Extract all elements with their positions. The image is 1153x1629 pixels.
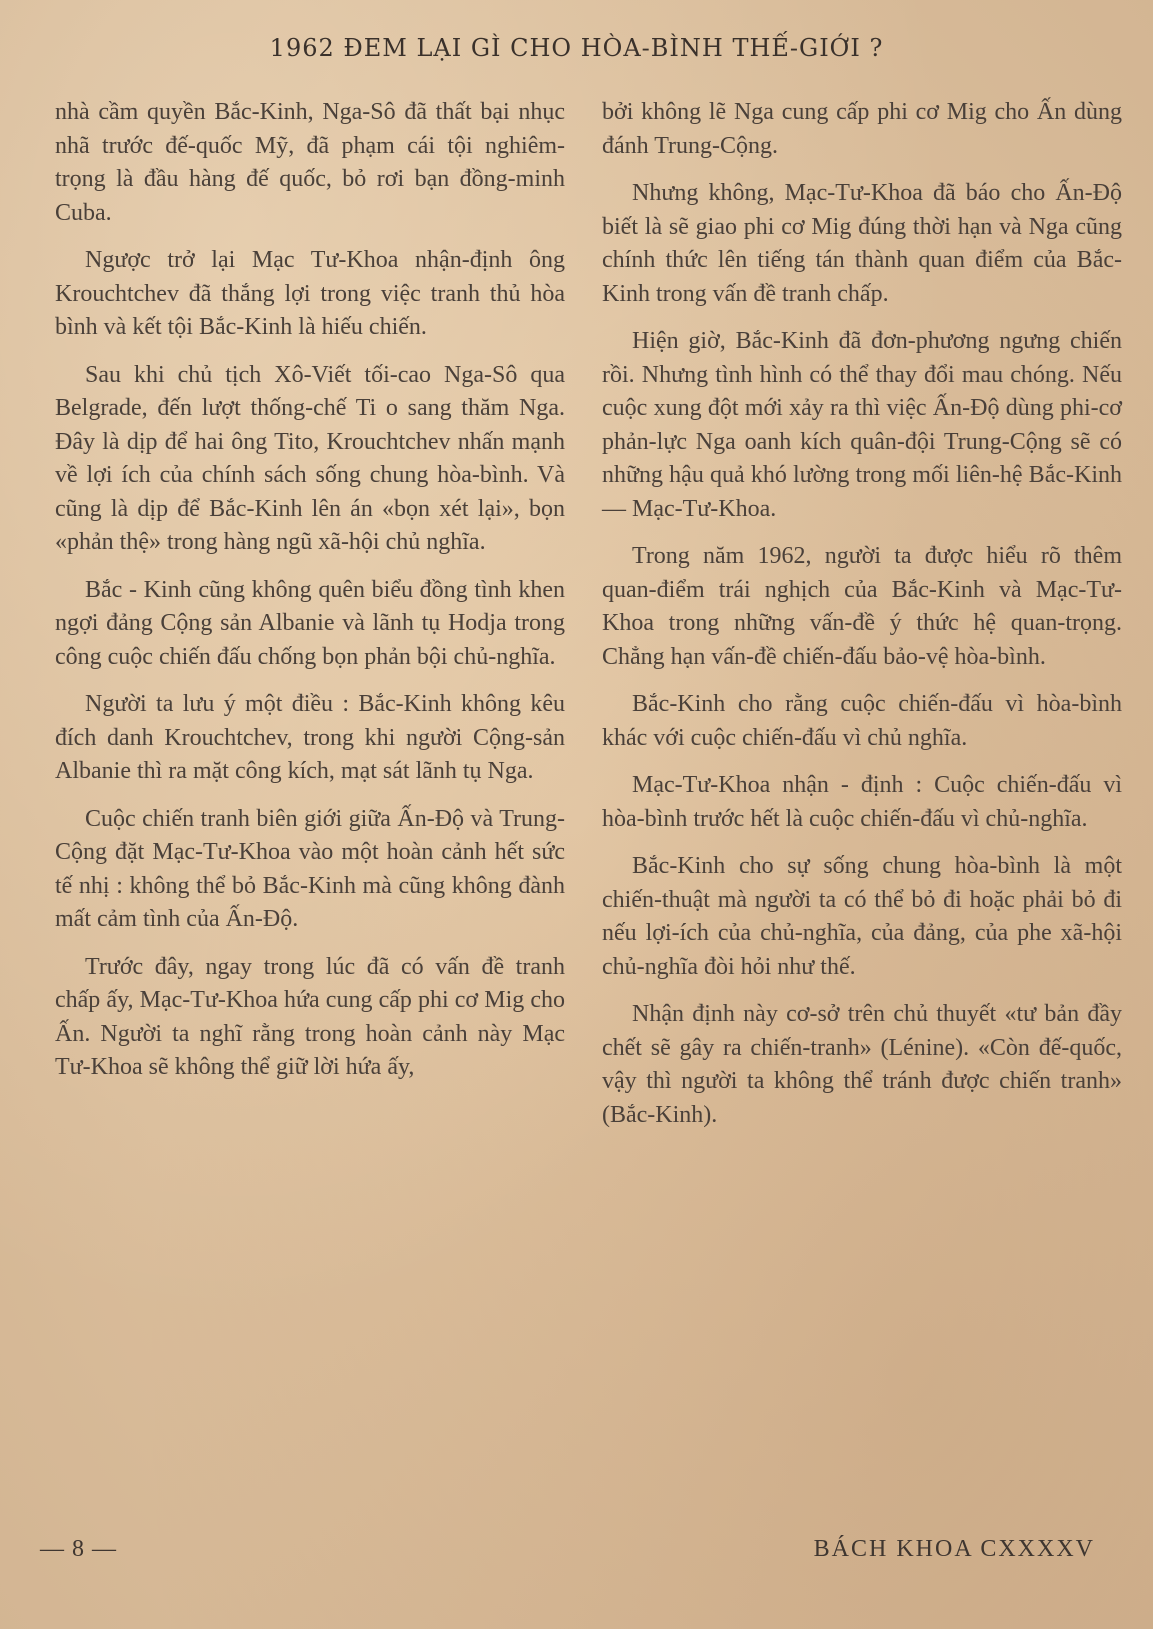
paragraph: Người ta lưu ý một điều : Bắc-Kinh không kêu đích danh Krouchtchev, trong khi người Cộng-sản Albanie thì ra mặt công kích, mạt sát lãnh tụ Nga. [55,691,565,784]
paragraph: Cuộc chiến tranh biên giới giữa Ấn-Độ và Trung-Cộng đặt Mạc-Tư-Khoa vào một hoàn cảnh hết sức tế nhị : không thể bỏ Bắc-Kinh mà cũng không đành mất cảm tình của Ấn-Độ. [55,805,565,932]
paragraph: bởi không lẽ Nga cung cấp phi cơ Mig cho Ấn dùng đánh Trung-Cộng. [602,99,1122,159]
journal-name: BÁCH KHOA CXXXXV [813,1536,1095,1562]
paragraph: Mạc-Tư-Khoa nhận - định : Cuộc chiến-đấu vì hòa-bình trước hết là cuộc chiến-đấu vì chủ-nghĩa. [602,772,1122,832]
paragraph: Hiện giờ, Bắc-Kinh đã đơn-phương ngưng chiến rồi. Nhưng tình hình có thể thay đổi mau chóng. Nếu cuộc xung đột mới xảy ra thì việc Ấn-Độ dùng phi-cơ phản-lực Nga oanh kích quân-đội Trung-Cộng sẽ có những hậu quả khó lường trong mối liên-hệ Bắc-Kinh — Mạc-Tư-Khoa. [602,328,1122,522]
paragraph: Sau khi chủ tịch Xô-Viết tối-cao Nga-Sô qua Belgrade, đến lượt thống-chế Ti o sang thăm Nga. Đây là dịp để hai ông Tito, Krouchtchev nhấn mạnh về lợi ích của chính sách sống chung hòa-bình. Và cũng là dịp để Bắc-Kinh lên án «bọn xét lại», bọn «phản thệ» trong hàng ngũ xã-hội chủ nghĩa. [55,361,565,555]
paragraph: Nhưng không, Mạc-Tư-Khoa đã báo cho Ấn-Độ biết là sẽ giao phi cơ Mig đúng thời hạn và Nga cũng chính thức lên tiếng tán thành quan điểm của Bắc-Kinh trong vấn đề tranh chấp. [602,180,1122,307]
paragraph: Bắc-Kinh cho sự sống chung hòa-bình là một chiến-thuật mà người ta có thể bỏ đi hoặc phải bỏ đi nếu lợi-ích của chủ-nghĩa, của đảng, của phe xã-hội chủ-nghĩa đòi hỏi như thế. [602,853,1122,980]
running-title: 1962 ĐEM LẠI GÌ CHO HÒA-BÌNH THẾ-GIỚI ? [269,34,884,62]
left-column [55,96,565,1099]
paragraph: Bắc-Kinh cho rằng cuộc chiến-đấu vì hòa-bình khác với cuộc chiến-đấu vì chủ nghĩa. [602,691,1122,751]
paragraph: Trước đây, ngay trong lúc đã có vấn đề tranh chấp ấy, Mạc-Tư-Khoa hứa cung cấp phi cơ Mig cho Ấn. Người ta nghĩ rằng trong hoàn cảnh này Mạc Tư-Khoa sẽ không thể giữ lời hứa ấy, [55,953,565,1080]
paragraph: Nhận định này cơ-sở trên chủ thuyết «tư bản đầy chết sẽ gây ra chiến-tranh» (Lénine). «Còn đế-quốc, vậy thì người ta không thể tránh được chiến tranh» (Bắc-Kinh). [602,1001,1122,1128]
right-column [602,96,1122,1146]
page-number: — 8 — [40,1536,117,1562]
paragraph: nhà cầm quyền Bắc-Kinh, Nga-Sô đã thất bại nhục nhã trước đế-quốc Mỹ, đã phạm cái tội nghiêm-trọng là đầu hàng đế quốc, bỏ rơi bạn đồng-minh Cuba. [55,99,565,226]
paragraph: Ngược trở lại Mạc Tư-Khoa nhận-định ông Krouchtchev đã thắng lợi trong việc tranh thủ hòa bình và kết tội Bắc-Kinh là hiếu chiến. [55,247,565,340]
paragraph: Trong năm 1962, người ta được hiểu rõ thêm quan-điểm trái nghịch của Bắc-Kinh và Mạc-Tư-Khoa trong những vấn-đề ý thức hệ quan-trọng. Chẳng hạn vấn-đề chiến-đấu bảo-vệ hòa-bình. [602,543,1122,670]
paragraph: Bắc - Kinh cũng không quên biểu đồng tình khen ngợi đảng Cộng sản Albanie và lãnh tụ Hodja trong công cuộc chiến đấu chống bọn phản bội chủ-nghĩa. [55,576,565,670]
